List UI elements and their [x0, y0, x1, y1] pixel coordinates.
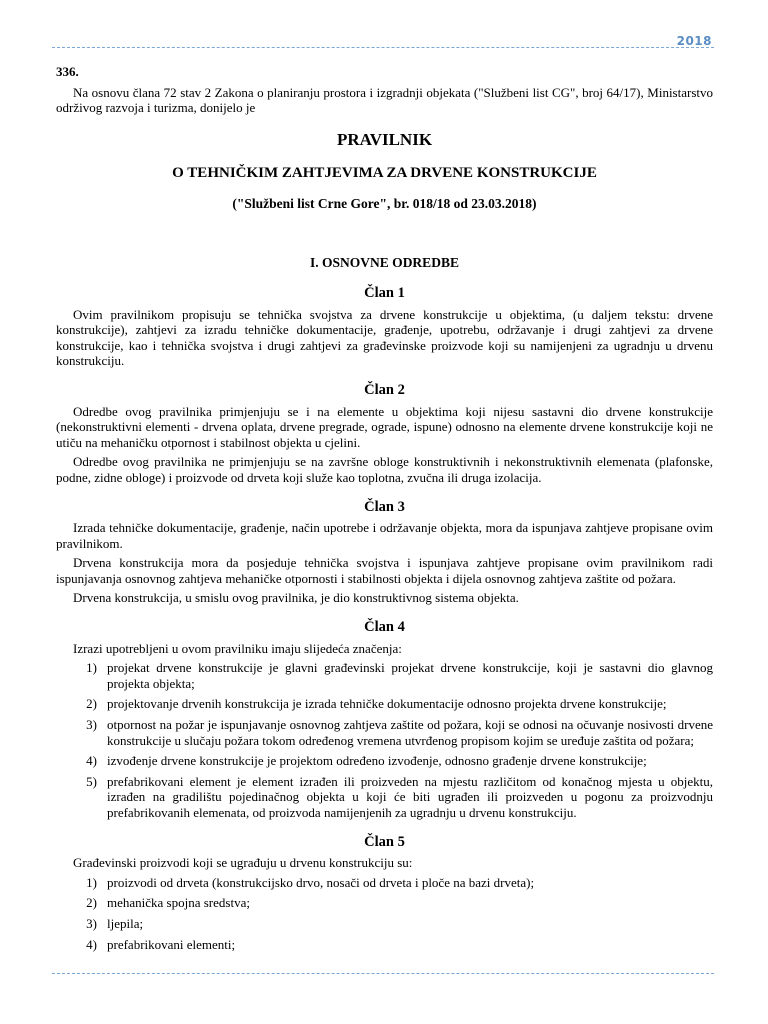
article-heading: Član 1 — [364, 284, 405, 301]
list-item-text: mehanička spojna sredstva; — [107, 895, 250, 911]
list-item-number: 4) — [86, 753, 97, 769]
list-item — [56, 916, 713, 932]
article-paragraph: Ovim pravilnikom propisuju se tehnička svojstva za drvene konstrukcije u objektima, (u daljem tekstu: drvene konstrukcije), zahtjevi za izradu tehničke dokumentacije, građenje, upotrebu, održavanje i drugi zahtjevi za drvene konstrukcije, kao i tehnička svojstva i drugi zahtjevi za građevinske proizvode koji su namijenjeni za ugradnju u drvenu konstrukciju. — [56, 306, 713, 369]
list-item — [56, 774, 713, 821]
list-item — [56, 895, 713, 911]
list-item-text: projekat drvene konstrukcije je glavni građevinski projekat drvene konstrukcije, koji je sastavni dio glavnog projekta objekta; — [107, 660, 713, 691]
definitions-list — [56, 660, 713, 820]
document-subtitle: O TEHNIČKIM ZAHTJEVIMA ZA DRVENE KONSTRUKCIJE — [172, 164, 597, 181]
list-item — [56, 696, 713, 712]
list-intro: Građevinski proizvodi koji se ugrađuju u drvenu konstrukciju su: — [73, 855, 413, 871]
list-item-text: otpornost na požar je ispunjavanje osnovnog zahtjeva zaštite od požara, koji se odnosi na očuvanje nosivosti drvene konstrukcije u slučaju požara tokom određenog vremena utvrđenog propisom kojim se uređuje zaštita od požara; — [107, 717, 713, 748]
document-body — [56, 64, 713, 957]
article-paragraph: Odredbe ovog pravilnika primjenjuju se i na elemente u objektima koji nijesu sastavni dio drvene konstrukcije (nekonstruktivni elementi - drvena oplata, drvene pregrade, ograde, ispune) odnosno na elemente drvene konstrukcije koji ne utiču na mehaničku otpornost i stabilnost objekta u cjelini. — [56, 403, 713, 450]
list-item-number: 1) — [86, 660, 97, 676]
list-item-text: projektovanje drvenih konstrukcija je izrada tehničke dokumentacije odnosno projekta drvene konstrukcije; — [107, 696, 667, 712]
footer-divider — [52, 973, 714, 974]
list-item-number: 2) — [86, 696, 97, 712]
list-item-number: 1) — [86, 874, 97, 890]
gazette-reference: ("Službeni list Crne Gore", br. 018/18 od 23.03.2018) — [232, 195, 537, 211]
list-item-text: prefabrikovani element je element izrađen ili proizveden na mjestu različitom od konačnog mjesta u objektu, izrađen na gradilištu pojedinačnog objekta u koji će biti ugrađen ili proizveden u pogonu za proizvodnju prefabrikovanih elemenata, od proizvoda namijenjenih za ugradnju u drvenu konstrukciju. — [107, 773, 713, 820]
list-item-number: 3) — [86, 717, 97, 733]
header-divider — [52, 47, 714, 48]
list-intro: Izrazi upotrebljeni u ovom pravilniku imaju slijedeća značenja: — [73, 640, 402, 656]
list-item-text: proizvodi od drveta (konstrukcijsko drvo, nosači od drveta i ploče na bazi drveta); — [107, 874, 535, 890]
year-label: 2018 — [676, 34, 712, 48]
article-heading: Član 3 — [364, 498, 405, 515]
article-paragraph: Izrada tehničke dokumentacije, građenje, način upotrebe i održavanje objekta, mora da ispunjava zahtjeve propisane ovim pravilnikom. — [56, 520, 713, 551]
list-item-number: 4) — [86, 936, 97, 952]
article-paragraph: Drvena konstrukcija, u smislu ovog pravilnika, je dio konstruktivnog sistema objekta. — [73, 590, 519, 606]
list-item-number: 2) — [86, 895, 97, 911]
article-heading: Član 5 — [364, 833, 405, 850]
article-heading: Član 2 — [364, 381, 405, 398]
list-item-text: prefabrikovani elementi; — [107, 936, 236, 952]
list-item — [56, 660, 713, 691]
act-number: 336. — [56, 64, 79, 79]
section-heading: I. OSNOVNE ODREDBE — [310, 255, 459, 271]
article-heading: Član 4 — [364, 619, 405, 636]
document-title: PRAVILNIK — [336, 129, 433, 149]
list-item — [56, 717, 713, 748]
list-item-number: 3) — [86, 915, 97, 931]
list-item-text: ljepila; — [107, 915, 144, 931]
products-list — [56, 875, 713, 952]
article-paragraph: Odredbe ovog pravilnika ne primjenjuju se na završne obloge konstruktivnih i nekonstruktivnih elemenata (plafonske, podne, zidne obloge) i proizvode od drveta koji služe kao toplotna, zvučna ili druga izolacija. — [56, 454, 713, 485]
preamble: Na osnovu člana 72 stav 2 Zakona o planiranju prostora i izgradnji objekata ("Službeni list CG", broj 64/17), Ministarstvo održivog razvoja i turizma, donijelo je — [56, 84, 713, 116]
list-item-text: izvođenje drvene konstrukcije je projektom određeno izvođenje, odnosno građenje drvene konstrukcije; — [107, 753, 647, 769]
list-item-number: 5) — [86, 773, 97, 789]
list-item — [56, 753, 713, 769]
list-item — [56, 875, 713, 891]
list-item — [56, 937, 713, 953]
article-paragraph: Drvena konstrukcija mora da posjeduje tehnička svojstva i ispunjava zahtjeve propisane ovim pravilnikom radi ispunjavanja osnovnog zahtjeva mehaničke otpornosti i stabilnosti objekta i dijela osnovnog zahtjeva zaštite od požara. — [56, 555, 713, 586]
